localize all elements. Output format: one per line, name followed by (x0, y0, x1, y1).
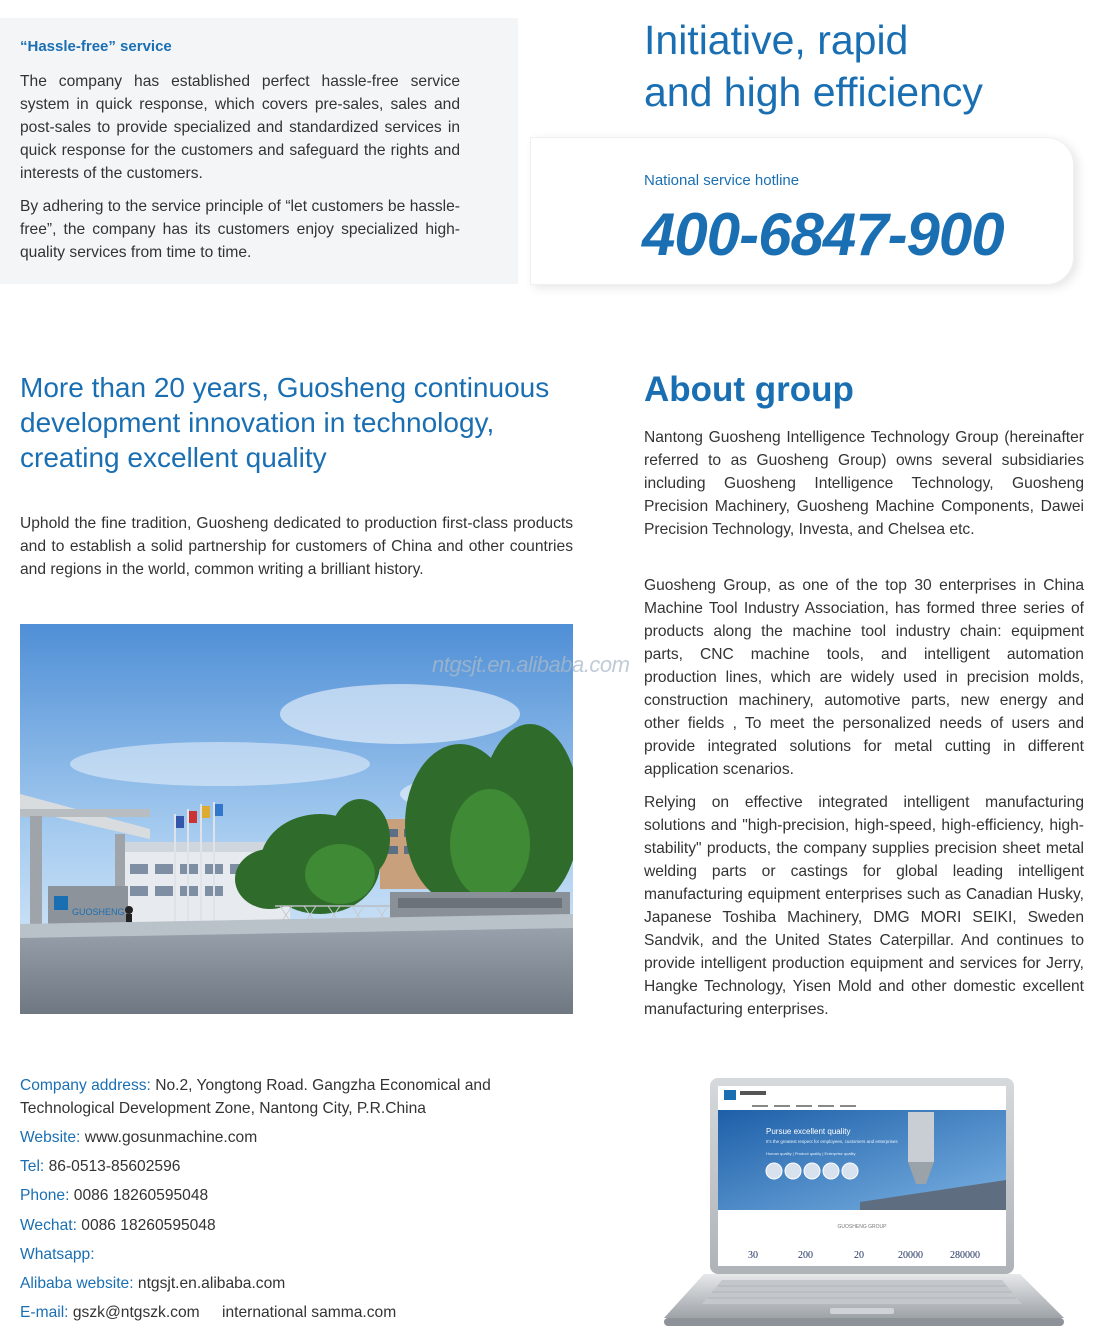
laptop-stat-1: 30 (748, 1250, 758, 1261)
alibaba-label: Alibaba website: (20, 1275, 134, 1292)
contact-tel (20, 1155, 530, 1178)
phone-label: Phone: (20, 1187, 70, 1204)
headline-line-3: creating excellent quality (20, 442, 327, 473)
laptop-stat-4: 20000 (898, 1250, 923, 1261)
website-value[interactable]: www.gosunmachine.com (84, 1129, 258, 1146)
watermark-text: ntgsjt.en.alibaba.com (432, 652, 630, 677)
hotline-label: National service hotline (644, 172, 800, 189)
contact-phone (20, 1184, 530, 1207)
contact-whatsapp (20, 1243, 530, 1266)
laptop-stat-5: 280000 (950, 1250, 980, 1261)
about-group-title: About group (644, 370, 854, 409)
contact-wechat (20, 1214, 530, 1237)
hotline-number: 400-6847-900 (642, 201, 1004, 268)
slogan-line-1: Initiative, rapid (644, 17, 909, 63)
headline (20, 370, 580, 475)
laptop-banner-tags: Human quality | Product quality | Enterprise quality (766, 1151, 856, 1156)
contact-email (20, 1301, 530, 1324)
wechat-value: 0086 18260595048 (81, 1217, 216, 1234)
laptop-banner-title: Pursue excellent quality (766, 1127, 851, 1136)
email-value[interactable]: gszk@ntgszk.com (72, 1304, 200, 1321)
hassle-free-paragraph-2: By adhering to the service principle of “let customers be hassle-free”, the company has its customers enjoy specialized high-quality services from time to time. (20, 198, 460, 261)
contact-website (20, 1126, 530, 1149)
laptop-svg (660, 1072, 1080, 1332)
factory-photo (20, 624, 573, 1014)
address-label: Company address: (20, 1077, 151, 1094)
intro-paragraph: Uphold the fine tradition, Guosheng dedicated to production first-class products and to establish a solid partnership for customers of China and other countries and regions in the world, common writing a brilliant history. (20, 515, 573, 578)
factory-illustration (20, 624, 573, 1014)
phone-value: 0086 18260595048 (73, 1187, 209, 1204)
wechat-label: Wechat: (20, 1217, 77, 1234)
alibaba-value[interactable]: ntgsjt.en.alibaba.com (137, 1275, 286, 1292)
laptop-banner-subtitle: It's the greatest respect for employees, customers and enterprises (766, 1139, 898, 1144)
contact-address (20, 1074, 530, 1120)
slogan (644, 14, 1084, 118)
slogan-line-2: and high efficiency (644, 69, 983, 115)
hassle-free-paragraph-1: The company has established perfect hassle-free service system in quick response, which covers pre-sales, sales and post-sales to provide specialized and standardized services in quick response for the customers and safeguard the rights and interests of the customers. (20, 73, 460, 182)
laptop-group-label: GUOSHENG GROUP (837, 1224, 887, 1230)
headline-line-2: development innovation in technology, (20, 407, 495, 438)
tel-label: Tel: (20, 1158, 45, 1175)
headline-line-1: More than 20 years, Guosheng continuous (20, 372, 550, 403)
laptop-illustration (660, 1072, 1080, 1332)
photo-sign-text: GUOSHENG (72, 907, 125, 917)
address-value: No.2, Yongtong Road. Gangzha Economical and Technological Development Zone, Nantong City, P.R.China (20, 1077, 491, 1117)
whatsapp-label: Whatsapp: (20, 1246, 95, 1263)
about-paragraph-2: Guosheng Group, as one of the top 30 enterprises in China Machine Tool Industry Association, has formed three series of products along the machine tool industry chain: equipment parts, CNC machine tools, and intelligent automation production lines, which are widely used in precision molds, construction machinery, automotive parts, new energy and other fields , To meet the personalized needs of users and provide integrated solutions for metal cutting in different application scenarios. (644, 577, 1084, 778)
laptop-stat-3: 20 (854, 1250, 864, 1261)
about-paragraph-1: Nantong Guosheng Intelligence Technology Group (hereinafter referred to as Guosheng Group) owns several subsidiaries including Guosheng Intelligence Technology, Guosheng Precision Machinery, Guosheng Machine Components, Dawei Precision Technology, Investa, and Chelsea etc. (644, 429, 1084, 538)
tel-value: 86-0513-85602596 (48, 1158, 181, 1175)
about-paragraph-3: Relying on effective integrated intelligent manufacturing solutions and "high-precision, high-speed, high-efficiency, high-stability" products, the company supplies precision sheet metal welding parts or castings for global leading intelligent manufacturing equipment enterprises such as Canadian Husky, Japanese Toshiba Machinery, DMG MORI SEIKI, Sweden Sandvik, and the United States Caterpillar. And continues to provide intelligent production equipment and services for Jerry, Hangke Technology, Yisen Mold and other domestic excellent manufacturing enterprises. (644, 794, 1084, 1018)
contact-alibaba (20, 1272, 530, 1295)
hassle-free-title: “Hassle-free” service (20, 38, 172, 55)
laptop-stat-2: 200 (798, 1250, 813, 1261)
website-label: Website: (20, 1129, 81, 1146)
email-extra: international samma.com (221, 1304, 397, 1321)
email-label: E-mail: (20, 1304, 69, 1321)
